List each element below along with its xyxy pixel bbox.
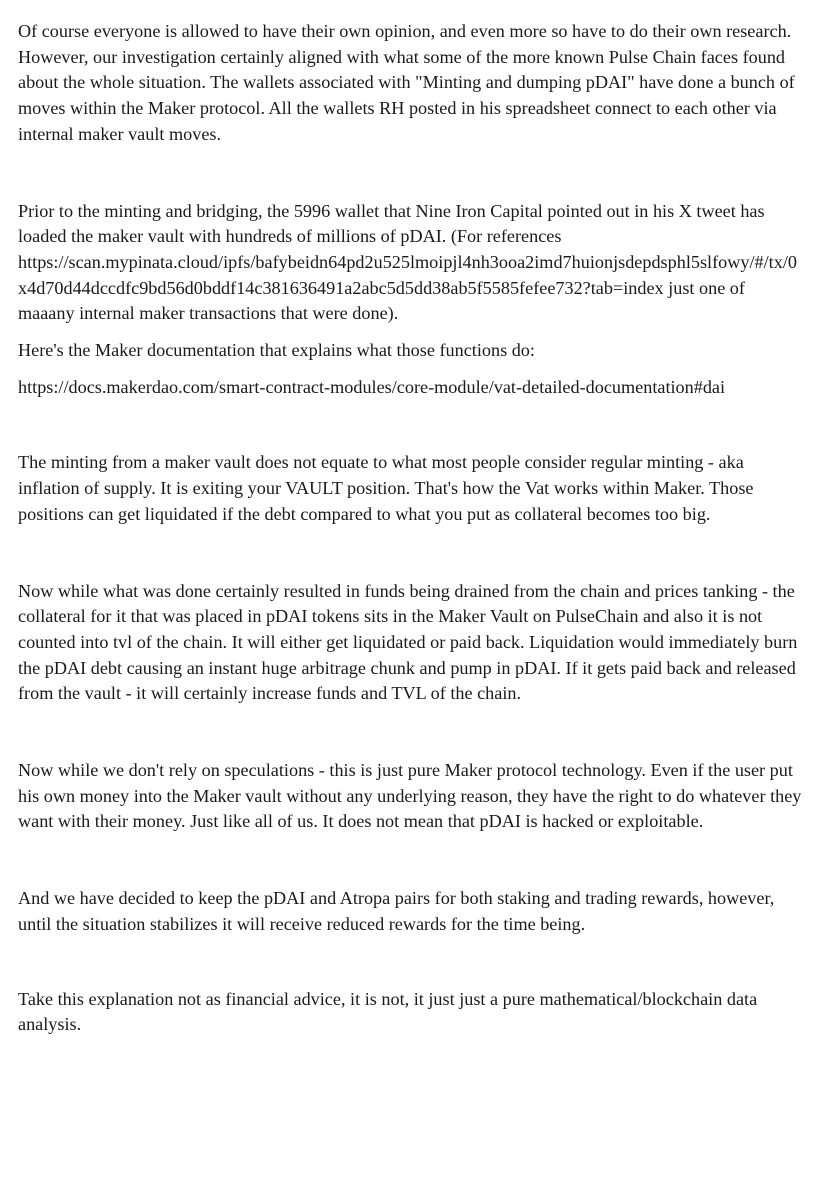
paragraph-no-speculation: Now while we don't rely on speculations - this is just pure Maker protocol technology. Even if the user put his own money into the Maker vault without any underlying reason, they have the right to do whatever they want with their money. Just like all of us. It does not mean that pDAI is hacked or exploitable. xyxy=(18,760,802,832)
documentation-link[interactable]: https://docs.makerdao.com/smart-contract-modules/core-module/vat-detailed-documentation#dai xyxy=(18,376,726,397)
paragraph-wallet-vault-loading: Prior to the minting and bridging, the 5996 wallet that Nine Iron Capital pointed out in his X tweet has loaded the maker vault with hundreds of millions of pDAI. (For references https://scan.mypinata.cloud/ipfs/bafybeidn64pd2u525lmoipjl4nh3ooa2imd7huionjsdepdsphl5slfowy/#/tx/0x4d70d44dccdfc9bd56d0bddf14c381636491a2abc5d5dd38ab5f5585fefee732?tab=index just one of maaany internal maker transactions that were done). xyxy=(18,200,797,324)
paragraph-documentation-intro: Here's the Maker documentation that explains what those functions do: xyxy=(18,340,535,361)
document-body xyxy=(18,19,802,1038)
paragraph-opinion-research: Of course everyone is allowed to have their own opinion, and even more so have to do their own research. However, our investigation certainly aligned with what some of the more known Pulse Chain faces found about the whole situation. The wallets associated with "Minting and dumping pDAI" have done a bunch of moves within the Maker protocol. All the wallets RH posted in his spreadsheet connect to each other via internal maker vault moves. xyxy=(18,21,795,144)
paragraph-pairs-rewards: And we have decided to keep the pDAI and Atropa pairs for both staking and trading rewards, however, until the situation stabilizes it will receive reduced rewards for the time being. xyxy=(18,888,775,934)
paragraph-disclaimer: Take this explanation not as financial advice, it is not, it just just a pure mathematical/blockchain data analysis. xyxy=(18,988,758,1035)
paragraph-vault-minting-explanation: The minting from a maker vault does not equate to what most people consider regular minting - aka inflation of supply. It is exiting your VAULT position. That's how the Vat works within Maker. Those positions can get liquidated if the debt compared to what you put as collateral becomes too big. xyxy=(18,452,754,524)
paragraph-collateral-liquidation: Now while what was done certainly resulted in funds being drained from the chain and prices tanking - the collateral for it that was placed in pDAI tokens sits in the Maker Vault on PulseChain and also it is not counted into tvl of the chain. It will either get liquidated or paid back. Liquidation would immediately burn the pDAI debt causing an instant huge arbitrage chunk and pump in pDAI. If it gets paid back and released from the vault - it will certainly increase funds and TVL of the chain. xyxy=(18,580,798,704)
